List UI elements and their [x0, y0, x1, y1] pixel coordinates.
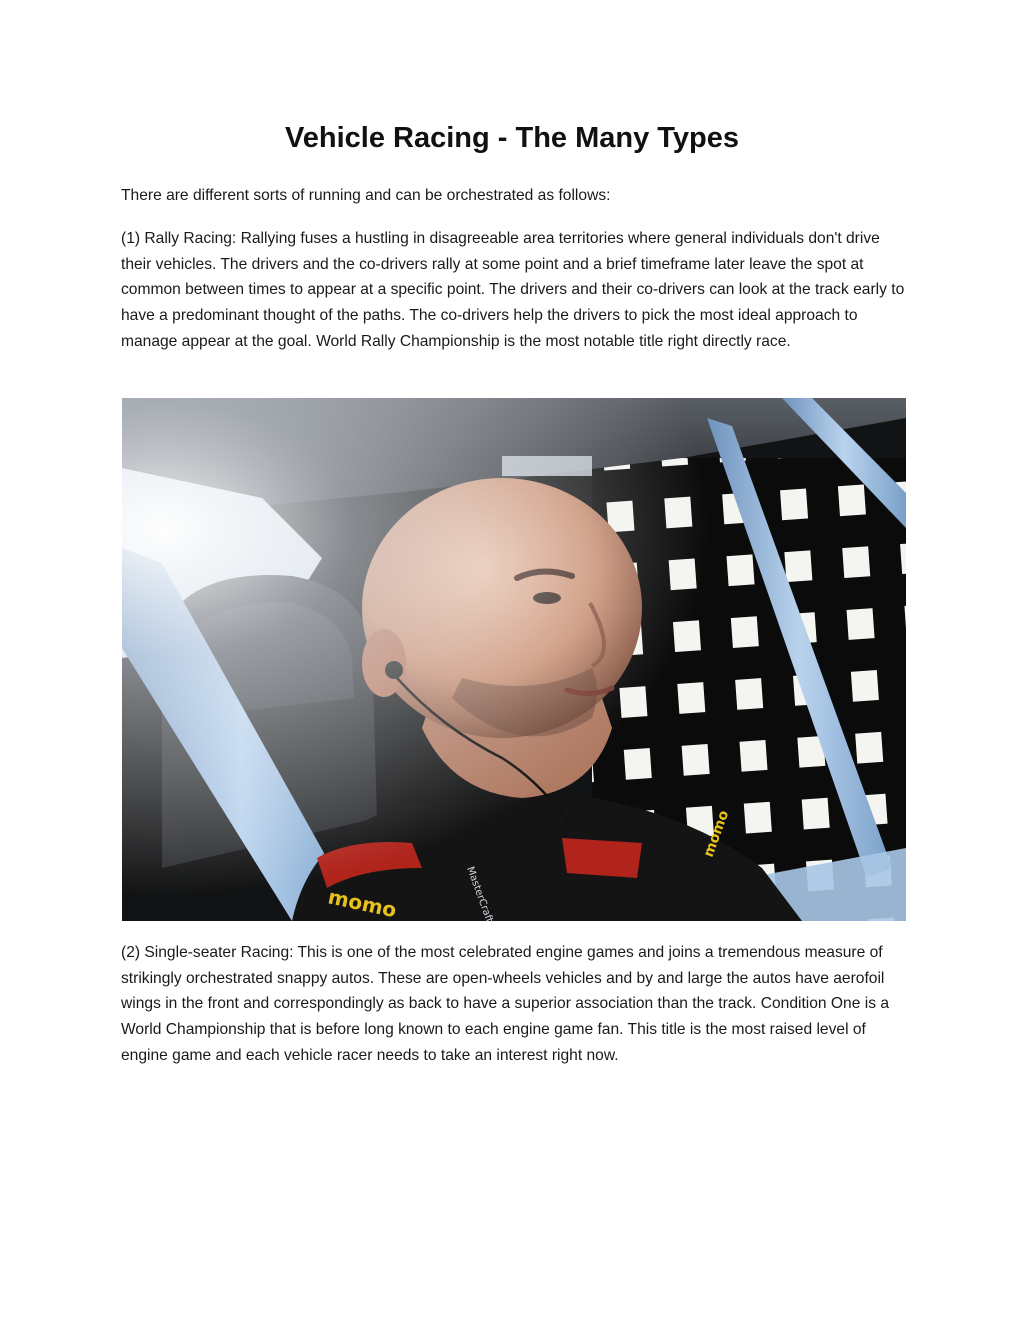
intro-paragraph: There are different sorts of running and can be orchestrated as follows: — [121, 187, 611, 204]
single-seater-racing-paragraph: (2) Single-seater Racing: This is one of the most celebrated engine games and joins a tremendous measure of strikingly orchestrated snappy autos. These are open-wheels vehicles and by and large the autos have aerofoil wings in the front and correspondingly as back to have a superior association than the track. Condition One is a World Championship that is before long known to each engine game fan. This title is the most raised level of engine game and each vehicle racer needs to take an interest right now. — [121, 944, 889, 1064]
page-title: Vehicle Racing - The Many Types — [285, 122, 739, 154]
driver-in-cockpit-photo — [122, 398, 906, 921]
rally-racing-paragraph: (1) Rally Racing: Rallying fuses a hustling in disagreeable area territories where general individuals don't drive their vehicles. The drivers and the co-drivers rally at some point and a brief timeframe later leave the spot at common between times to appear at a specific point. The drivers and their co-drivers can look at the track early to have a predominant thought of the paths. The co-drivers help the drivers to pick the most ideal approach to manage appear at the goal. World Rally Championship is the most notable title right directly race. — [121, 230, 905, 350]
light-glare — [122, 398, 906, 921]
photo-illustration — [122, 398, 906, 921]
